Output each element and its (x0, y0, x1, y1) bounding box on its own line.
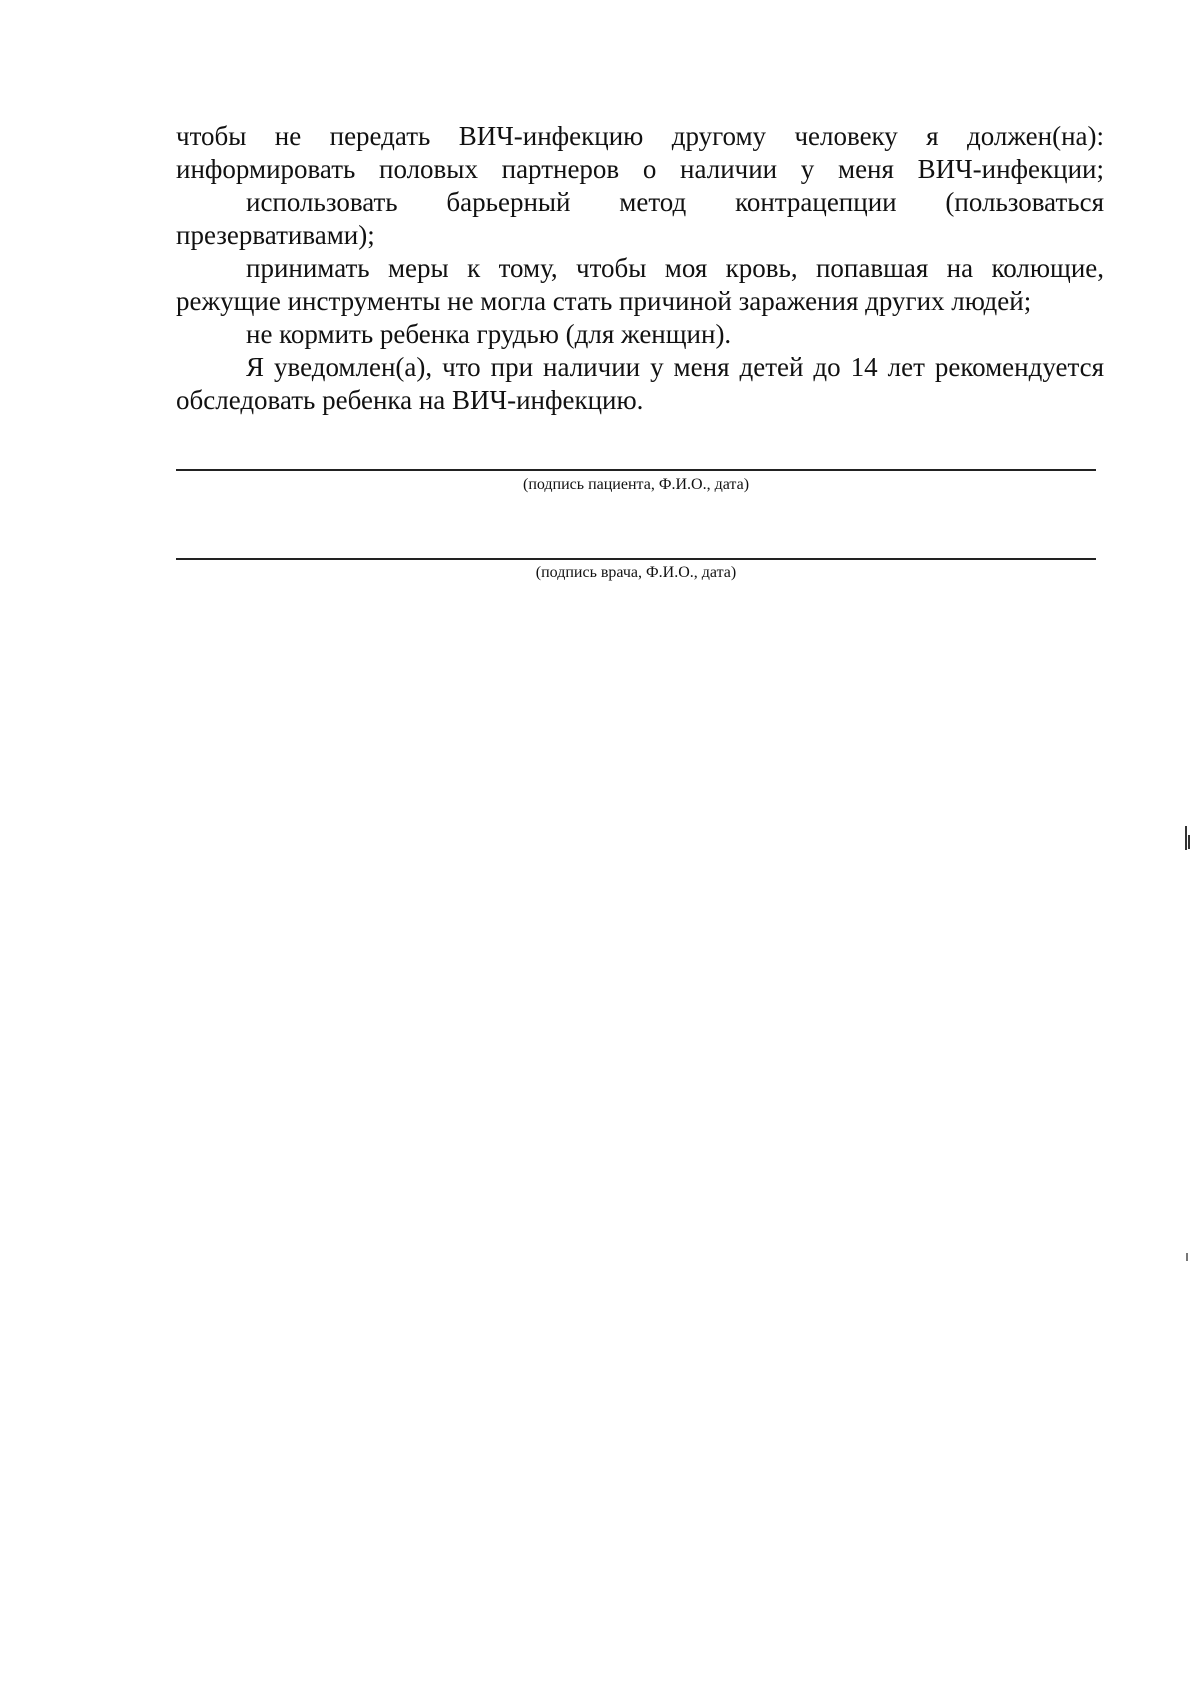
doctor-signature-line (176, 558, 1096, 560)
document-body (176, 120, 1104, 417)
doctor-signature-caption: (подпись врача, Ф.И.О., дата) (535, 564, 737, 581)
paragraph-breastfeeding: не кормить ребенка грудью (для женщин). (246, 319, 732, 349)
paragraph-barrier-contraception: использовать барьерный метод контрацепции (пользоваться презервативами); (176, 187, 1104, 250)
scan-artifact-mark (1188, 835, 1190, 849)
paragraph-children-testing: Я уведомлен(а), что при наличии у меня детей до 14 лет рекомендуется обследовать ребенка на ВИЧ-инфекцию. (176, 352, 1104, 415)
scan-artifact-mark (1185, 826, 1187, 850)
patient-signature-caption: (подпись пациента, Ф.И.О., дата) (522, 476, 750, 493)
paragraph-blood-precautions: принимать меры к тому, чтобы моя кровь, попавшая на колющие, режущие инструменты не могла стать причиной заражения других людей; (176, 253, 1104, 316)
patient-signature-line (176, 469, 1096, 471)
paragraph-transmission-obligation: чтобы не передать ВИЧ-инфекцию другому человеку я должен(на): информировать половых партнеров о наличии у меня ВИЧ-инфекции; (176, 121, 1104, 184)
scan-artifact-mark (1186, 1253, 1188, 1261)
